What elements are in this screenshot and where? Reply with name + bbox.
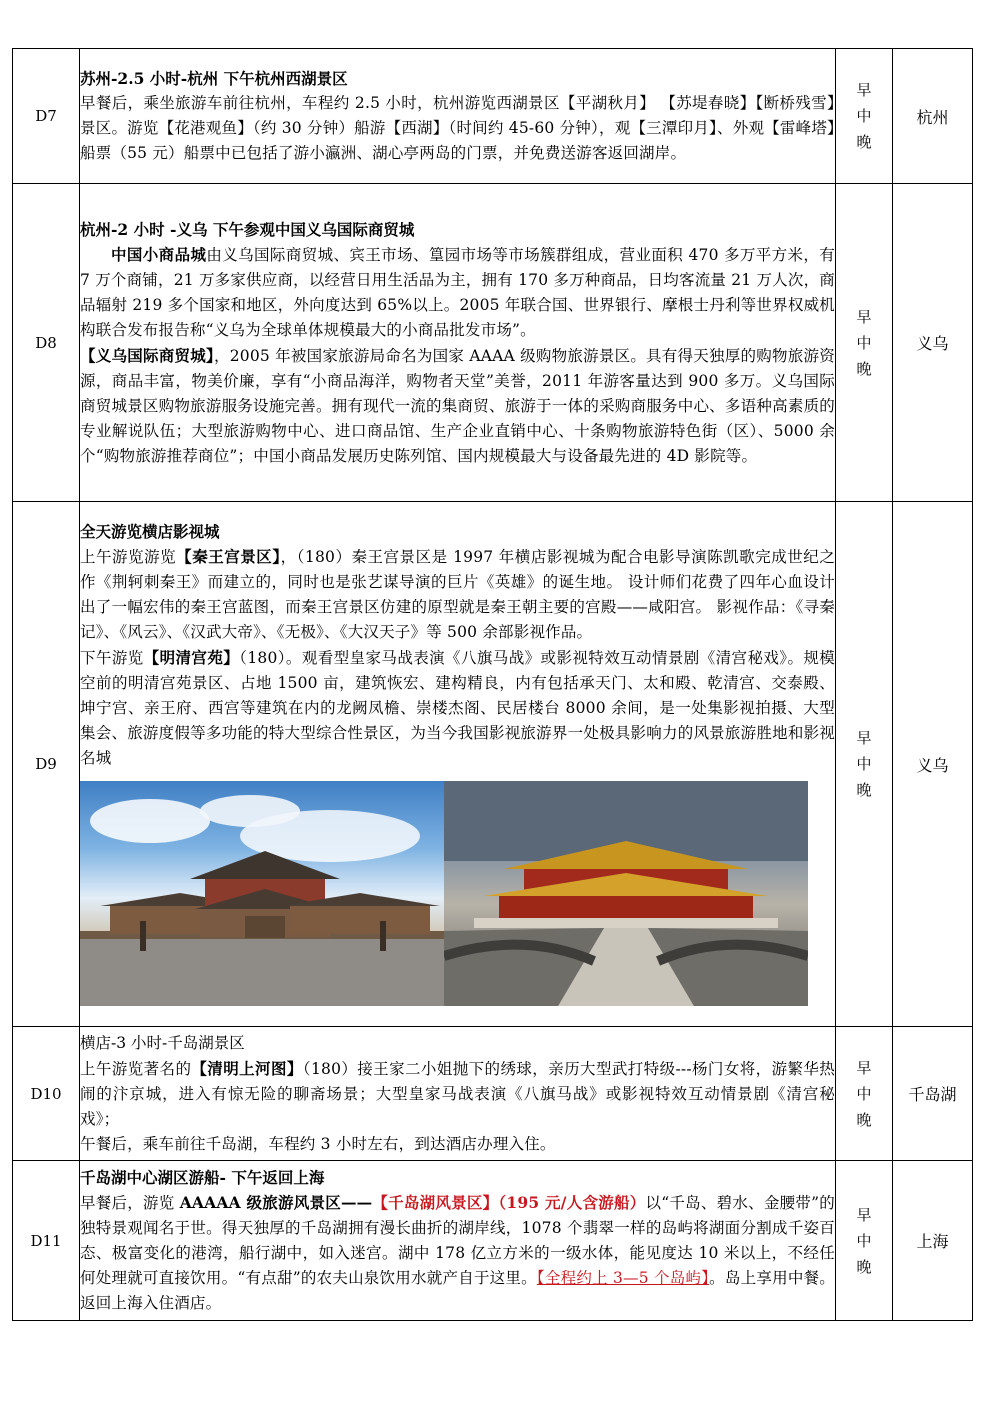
text-segment: 上午游览游览 bbox=[80, 547, 177, 566]
text-segment: ，（180）秦王宫景区是 1997 年横店影视城为配合电影导演陈凯歌完成世纪之作《荆轲刺秦王》而建立的，同时也是张艺谋导演的巨片《英雄》的诞生地。 设计师们花费了四年心血设计出了一幅宏伟的秦王宫蓝图，而秦王宫景区仿建的原型就是秦王朝主要的宫殿——咸阳宫。 影视作品：《寻秦记》、《风云》、《汉武大帝》、《无极》、《大汉天子》等 500 余部影视作品。 bbox=[80, 547, 836, 641]
day-paragraph bbox=[80, 1056, 835, 1132]
day-label: D7 bbox=[13, 49, 80, 184]
day-title: 全天游览横店影视城 bbox=[80, 521, 220, 541]
day-description bbox=[80, 49, 836, 184]
meal-dinner: 晚 bbox=[856, 781, 872, 799]
day-description bbox=[80, 1027, 836, 1161]
meal-lunch: 中 bbox=[856, 333, 872, 352]
itinerary-row-d10 bbox=[13, 1027, 973, 1161]
meal-dinner: 晚 bbox=[856, 1110, 872, 1129]
text-segment: 上午游览著名的 bbox=[80, 1059, 192, 1078]
itinerary-row-d8 bbox=[13, 184, 973, 502]
palace-illustration-right bbox=[444, 781, 808, 1006]
accommodation-cell: 义乌 bbox=[893, 184, 973, 502]
itinerary-table bbox=[12, 48, 973, 1321]
accommodation-cell: 杭州 bbox=[893, 49, 973, 184]
meal-breakfast: 早 bbox=[856, 81, 872, 99]
accommodation-cell: 上海 bbox=[893, 1161, 973, 1321]
palace-illustration-left bbox=[80, 781, 444, 1006]
meals-cell bbox=[836, 49, 893, 184]
day-title: 杭州-2 小时 -义乌 下午参观中国义乌国际商贸城 bbox=[80, 219, 415, 239]
accommodation-cell: 义乌 bbox=[893, 502, 973, 1027]
day-description bbox=[80, 1161, 836, 1321]
day-paragraph bbox=[80, 242, 835, 343]
text-segment: 【秦王宫景区】 bbox=[176, 546, 281, 566]
meal-lunch: 中 bbox=[856, 1231, 872, 1250]
day-title: 横店-3 小时-千岛湖景区 bbox=[80, 1033, 245, 1052]
itinerary-row-d9 bbox=[13, 502, 973, 1027]
text-segment: 由义乌国际商贸城、宾王市场、篁园市场等市场簇群组成，营业面积 470 多万平方米，有 7 万个商铺，21 万多家供应商，以经营日用生活品为主，拥有 170 多万种商品，日均客流量 21 万人次，商品辐射 219 多个国家和地区，外向度达到 65%以上。2005 年联合国、世界银行、摩根士丹利等世界权威机构联合发布报告称“义乌为全球单体规模最大的小商品批发市场”。 bbox=[80, 245, 836, 339]
accommodation-cell: 千岛湖 bbox=[893, 1027, 973, 1161]
text-segment: （180）。观看型皇家马战表演《八旗马战》或影视特效互动情景剧《清宫秘戏》。规模空前的明清宫苑景区、占地 1500 亩，建筑恢宏、建构精良，内有包括承天门、太和殿、乾清宫、交泰殿、坤宁宫、亲王府、西宫等建筑在内的龙阙凤檐、崇楼杰阁、民居楼台 8000 余间，是一处集影视拍摄、大型集会、旅游度假等多功能的特大型综合性景区，为当今我国影视旅游界一处极具影响力的风景旅游胜地和影视名城 bbox=[80, 648, 835, 767]
meal-breakfast: 早 bbox=[856, 307, 872, 326]
meal-lunch: 中 bbox=[856, 107, 872, 125]
meal-breakfast: 早 bbox=[856, 729, 872, 747]
day-paragraph bbox=[80, 91, 835, 166]
text-segment: （180）接王家二小姐抛下的绣球，亲历大型武打特级---杨门女将，游繁华热闹的汴京城，进入有惊无险的聊斋场景；大型皇家马战表演《八旗马战》或影视特效互动情景剧《清宫秘戏》； bbox=[80, 1059, 836, 1128]
meal-dinner: 晚 bbox=[856, 133, 872, 151]
text-segment: AAAAA 级旅游风景区—— bbox=[179, 1193, 373, 1212]
text-segment: 【千岛湖风景区】（195 元/人含游船） bbox=[372, 1193, 646, 1212]
meals-cell bbox=[836, 1027, 893, 1161]
day-label: D11 bbox=[13, 1161, 80, 1321]
day-paragraph bbox=[80, 1190, 835, 1316]
meal-breakfast: 早 bbox=[856, 1205, 872, 1224]
meal-lunch: 中 bbox=[856, 1084, 872, 1103]
text-segment: 午餐后，乘车前往千岛湖，车程约 3 小时左右，到达酒店办理入住。 bbox=[80, 1134, 556, 1153]
meals-cell bbox=[836, 184, 893, 502]
day-label: D9 bbox=[13, 502, 80, 1027]
itinerary-row-d11 bbox=[13, 1161, 973, 1321]
text-segment: ，2005 年被国家旅游局命名为国家 AAAA 级购物旅游景区。具有得天独厚的购物旅游资源，商品丰富，物美价廉，享有“小商品海洋，购物者天堂”美誉，2011 年游客量达到 900 多万。义乌国际商贸城景区购物旅游服务设施完善。拥有现代一流的集商贸、旅游于一体的采购商服务中心、多语种高素质的专业解说队伍；大型旅游购物中心、进口商品馆、生产企业直销中心、十条购物旅游特色街（区）、5000 余个“购物旅游推荐商位”；中国小商品发展历史陈列馆、国内规模最大与设备最先进的 4D 影院等。 bbox=[80, 346, 835, 465]
ming-qing-palace-photo bbox=[444, 781, 808, 1006]
qin-palace-photo bbox=[80, 781, 444, 1006]
day-paragraph bbox=[80, 343, 835, 469]
day-paragraph bbox=[80, 1132, 835, 1157]
day-label: D8 bbox=[13, 184, 80, 502]
meals-cell bbox=[836, 1161, 893, 1321]
photo-strip bbox=[80, 781, 835, 1006]
text-segment: 【义乌国际商贸城】 bbox=[80, 345, 214, 365]
day-title: 苏州-2.5 小时-杭州 下午杭州西湖景区 bbox=[80, 69, 348, 88]
day-label: D10 bbox=[13, 1027, 80, 1161]
meal-dinner: 晚 bbox=[856, 1257, 872, 1276]
text-segment: 【清明上河图】 bbox=[191, 1058, 303, 1078]
text-segment: 早餐后，游览 bbox=[80, 1194, 180, 1212]
day-paragraph bbox=[80, 544, 835, 645]
text-segment: 以“千岛、碧水、金腰带”的独特景观闻名于世。得天独厚的千岛湖拥有漫长曲折的湖岸线，1078 个翡翠一样的岛屿将湖面分割成千姿百态、极富变化的港湾，船行湖中，如入迷宫。湖中 178 亿立方米的一级水体，能见度达 10 米以上，不经任何处理就可直接饮用。“有点甜”的农夫山泉饮用水就产自于这里。 bbox=[80, 1194, 836, 1287]
text-segment: 【全程约上 3—5 个岛屿】 bbox=[536, 1269, 710, 1287]
itinerary-row-d7 bbox=[13, 49, 973, 184]
meal-lunch: 中 bbox=[856, 755, 872, 773]
meal-breakfast: 早 bbox=[856, 1058, 872, 1077]
meal-dinner: 晚 bbox=[856, 359, 872, 378]
day-description bbox=[80, 184, 836, 502]
day-paragraph bbox=[80, 645, 835, 771]
day-description bbox=[80, 502, 836, 1027]
text-segment: 早餐后，乘坐旅游车前往杭州，车程约 2.5 小时，杭州游览西湖景区【平湖秋月】 【苏堤春晓】【断桥残雪】景区。游览【花港观鱼】（约 30 分钟）船游【西湖】（时间约 45-60 分钟），观【三潭印月】、外观【雷峰塔】船票（55 元）船票中已包括了游小瀛洲、湖心亭两岛的门票，并免费送游客返回湖岸。 bbox=[80, 94, 835, 162]
text-segment: 【明清宫苑】 bbox=[143, 647, 240, 667]
meals-cell bbox=[836, 502, 893, 1027]
day-title: 千岛湖中心湖区游船- 下午返回上海 bbox=[80, 1168, 325, 1187]
text-segment: 。岛上享用中餐。返回上海入住酒店。 bbox=[80, 1269, 835, 1312]
text-segment: 中国小商品城 bbox=[111, 244, 207, 264]
text-segment: 下午游览 bbox=[80, 648, 144, 667]
